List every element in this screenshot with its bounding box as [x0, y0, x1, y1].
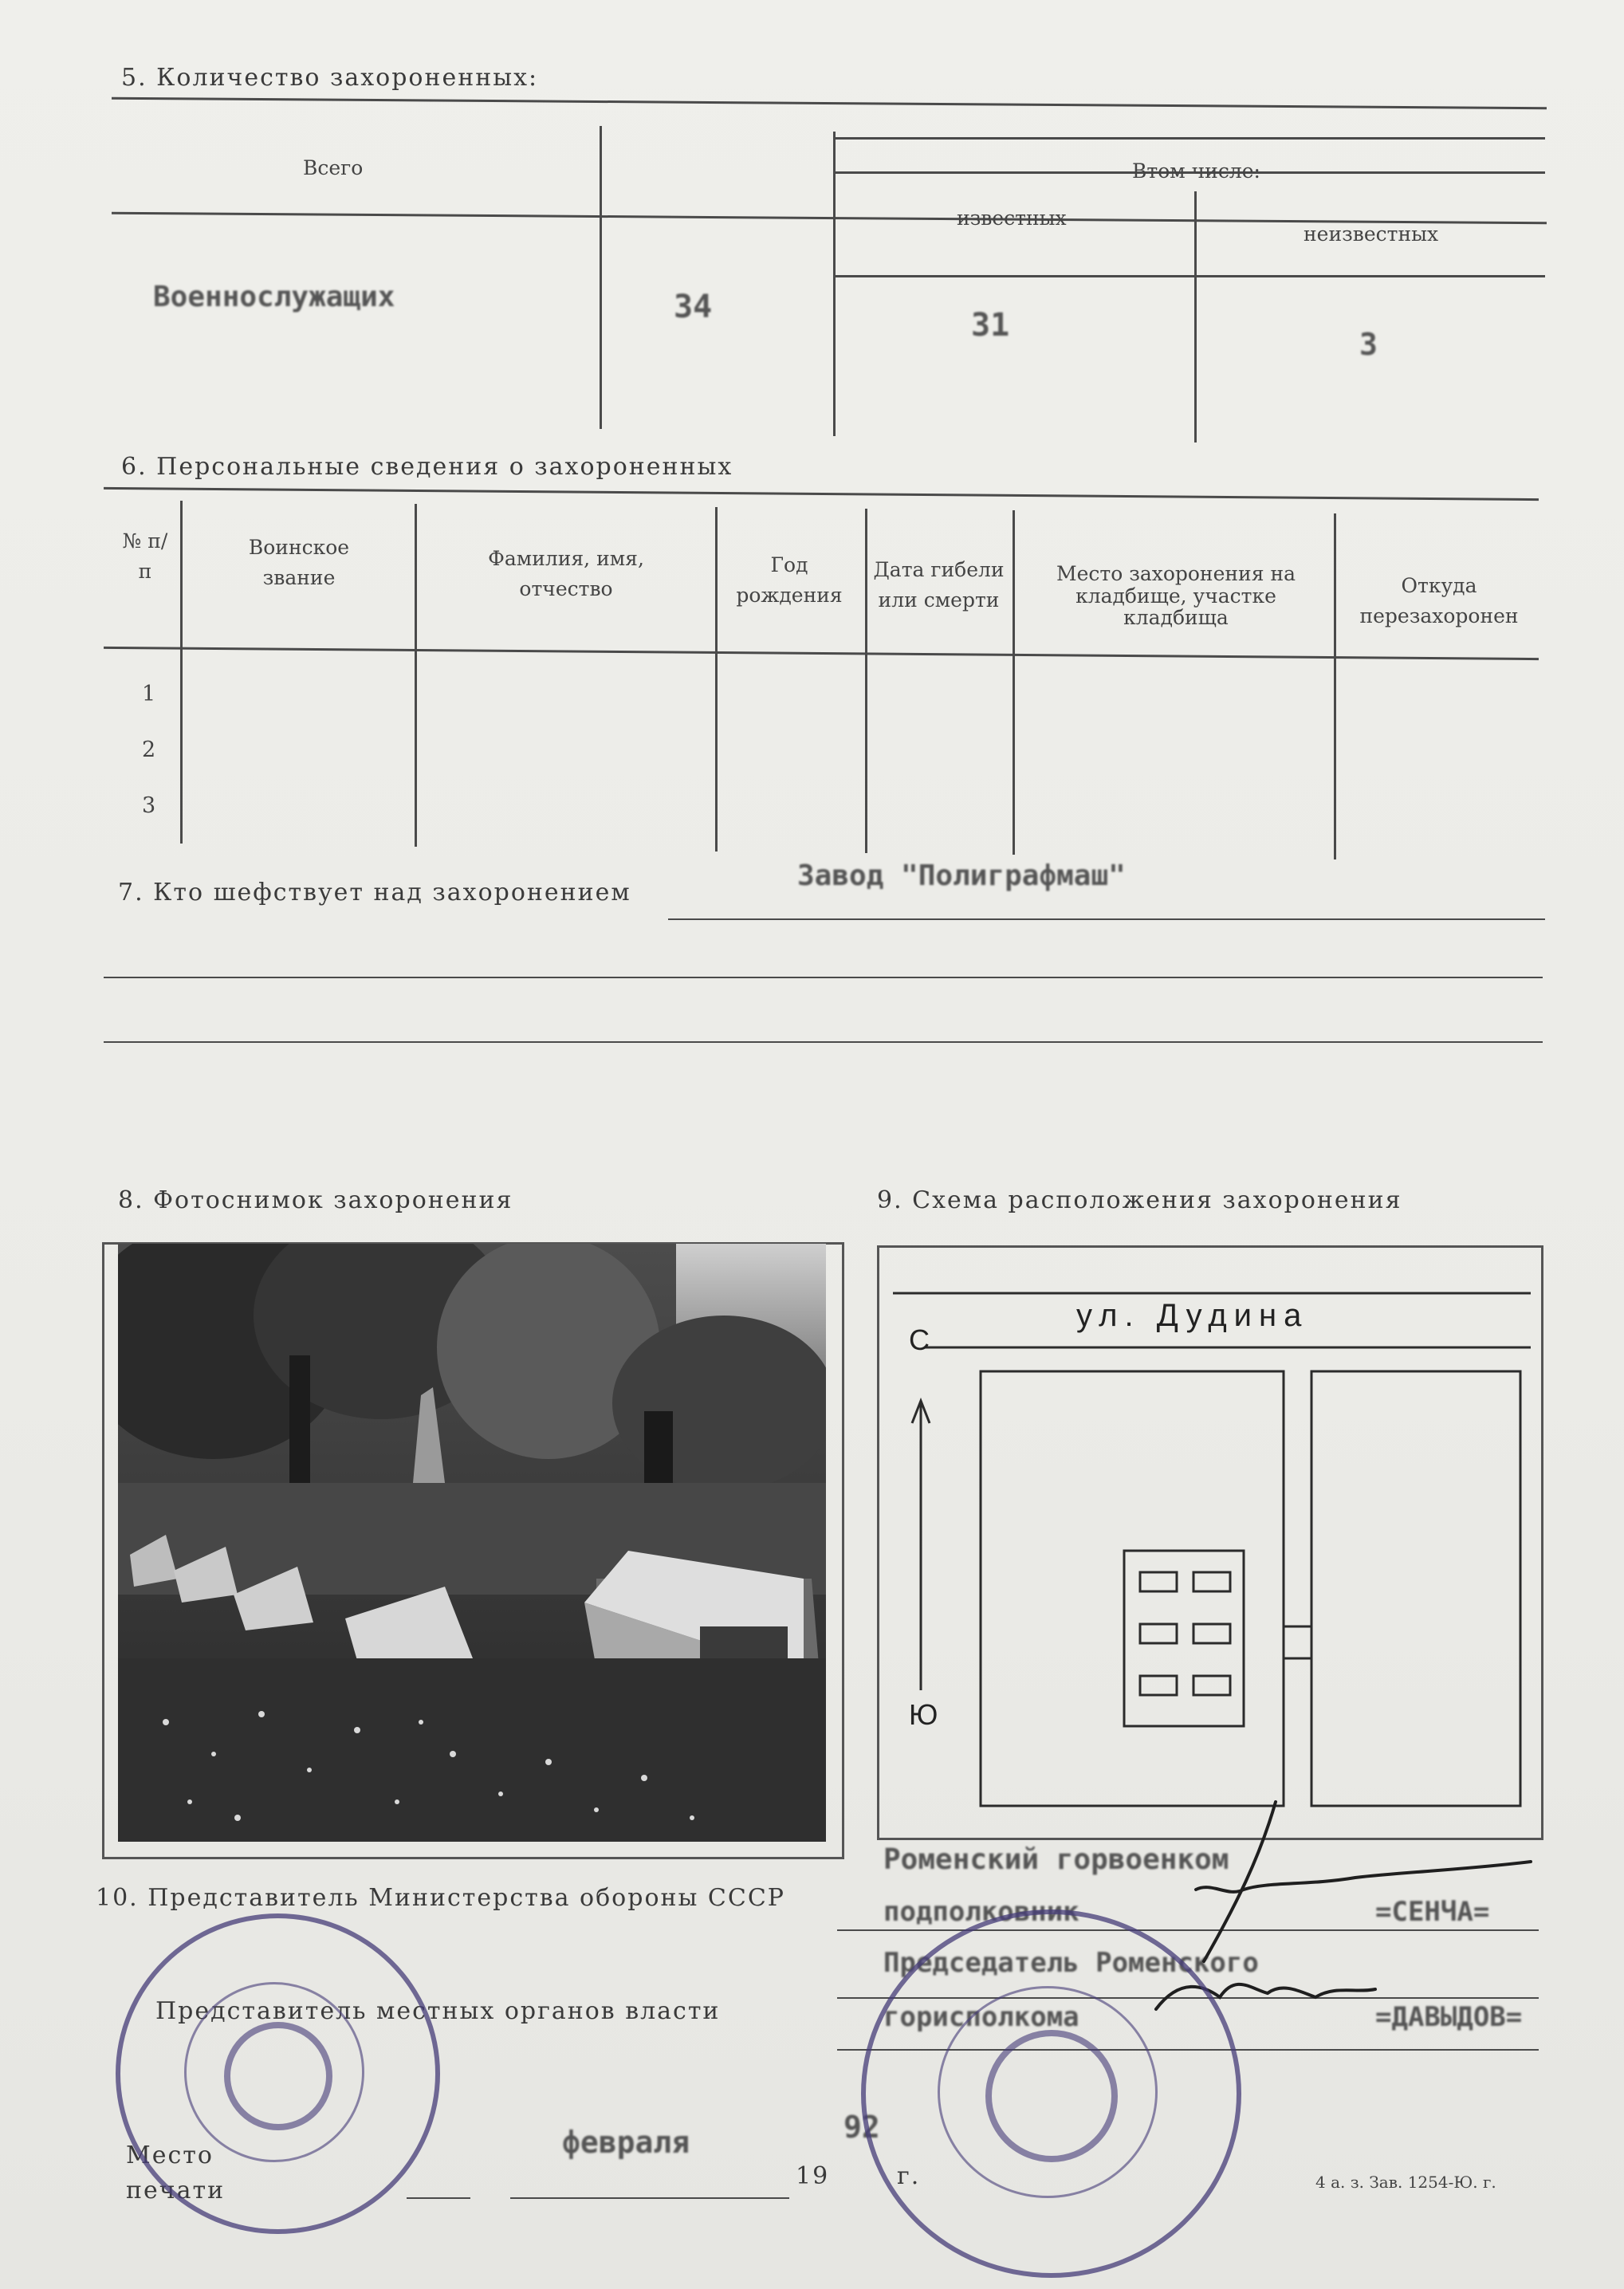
- divider: [1334, 513, 1336, 859]
- header-birth: Год рождения: [736, 553, 843, 607]
- south-label: Ю: [909, 1698, 938, 1731]
- divider: [600, 126, 602, 429]
- divider: [112, 97, 1547, 110]
- divider: [836, 275, 1545, 277]
- left-seal: [116, 1913, 440, 2234]
- underline: [668, 918, 1545, 920]
- section7-title: 7. Кто шефствует над захоронением: [118, 879, 631, 907]
- name2-label: =ДАВЫДОВ=: [1375, 2001, 1523, 2033]
- divider: [104, 647, 1539, 660]
- divider: [715, 507, 718, 851]
- org1-label: Роменский горвоенком: [883, 1843, 1229, 1876]
- row-label-military: Военнослужащих: [153, 281, 395, 313]
- section10-title: 10. Представитель Министерства обороны СССР: [96, 1884, 785, 1912]
- section6-title: 6. Персональные сведения о захороненных: [121, 453, 733, 481]
- table-row-num: 2: [142, 737, 156, 762]
- patron-value: Завод "Полиграфмаш": [797, 859, 1126, 892]
- known-value: 31: [971, 307, 1010, 344]
- divider: [104, 487, 1539, 501]
- underline: [407, 2197, 470, 2199]
- org2-line2: горисполкома: [883, 2001, 1079, 2033]
- underline: [104, 977, 1543, 978]
- header-rank: Воинское звание: [248, 536, 350, 589]
- burial-photo: [118, 1244, 826, 1842]
- print-note: 4 а. з. Зав. 1254-Ю. г.: [1315, 2173, 1496, 2192]
- year-unit: г.: [897, 2162, 921, 2190]
- year-prefix: 19: [796, 2162, 830, 2190]
- divider: [833, 132, 836, 436]
- col-total-header: Всего: [303, 156, 364, 179]
- stamp-place-label-1: Место: [126, 2142, 214, 2169]
- divider: [1194, 191, 1197, 442]
- stamp-place-label-2: печати: [126, 2177, 226, 2204]
- section9-title: 9. Схема расположения захоронения: [877, 1186, 1402, 1214]
- header-place: Место захоронения на кладбище, участке кладбища: [1056, 562, 1296, 629]
- header-death: Дата гибели или смерти: [873, 558, 1005, 612]
- role1-label: подполковник: [883, 1896, 1079, 1928]
- year-suffix: 92: [843, 2110, 880, 2145]
- total-value: 34: [674, 289, 713, 325]
- divider: [180, 501, 183, 844]
- section5-title: 5. Количество захороненных:: [121, 64, 539, 92]
- table-row-num: 1: [142, 682, 156, 706]
- header-num: № п/п: [122, 529, 168, 583]
- header-name: Фамилия, имя, отчество: [488, 547, 644, 600]
- divider: [836, 137, 1545, 140]
- right-seal: [861, 1909, 1241, 2278]
- table-row-num: 3: [142, 793, 156, 818]
- divider: [865, 509, 867, 853]
- north-label: С: [909, 1323, 930, 1356]
- org2-line1: Председатель Роменского: [883, 1947, 1259, 1979]
- name1-label: =СЕНЧА=: [1375, 1896, 1490, 1928]
- unknown-value: 3: [1359, 327, 1378, 362]
- street-label: ул. Дудина: [1076, 1298, 1309, 1333]
- divider: [1013, 510, 1015, 855]
- col-unknown-header: неизвестных: [1304, 222, 1439, 246]
- col-known-header: известных: [957, 206, 1067, 230]
- underline: [510, 2197, 789, 2199]
- date-month: февраля: [562, 2125, 690, 2160]
- section8-title: 8. Фотоснимок захоронения: [118, 1186, 513, 1214]
- underline: [104, 1041, 1543, 1043]
- col-incl-header: Втом числе:: [1132, 159, 1260, 183]
- header-from: Откуда перезахоронен: [1359, 574, 1519, 627]
- divider: [415, 504, 417, 847]
- local-authority-label: Представитель местных органов власти: [155, 1997, 721, 2025]
- photo-image: [118, 1244, 826, 1842]
